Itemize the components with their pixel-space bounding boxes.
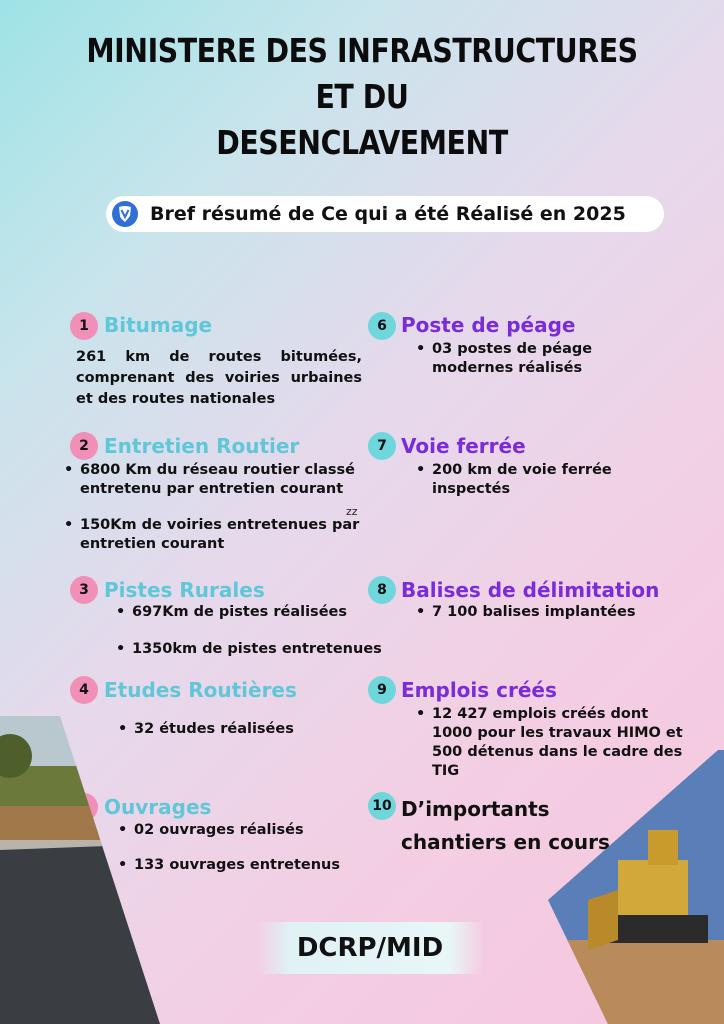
- page-title: [85, 28, 639, 166]
- bitumage-line: comprenant des voiries urbaines: [76, 370, 362, 386]
- footer-credit: [256, 922, 484, 974]
- bitumage-text: [76, 347, 362, 410]
- bitumage-line: 261 km de routes bitumées,: [76, 349, 362, 365]
- bullet-line: modernes réalisés: [432, 360, 583, 376]
- title-line-2: DESENCLAVEMENT: [216, 123, 508, 162]
- bitumage-line: et des routes nationales: [76, 391, 276, 407]
- bullet-line: inspectés: [432, 481, 511, 497]
- bullet-item: • 02 ouvrages réalisés: [118, 821, 304, 840]
- bullet-line: 1000 pour les travaux HIMO et: [432, 725, 683, 741]
- heading-poste-de-peage: Poste de péage: [401, 313, 576, 337]
- number-badge-7: 7: [368, 432, 396, 460]
- bullet-item: • 32 études réalisées: [118, 720, 294, 739]
- bullet-line: • 150Km de voiries entretenues par: [80, 517, 360, 533]
- heading-etudes-routieres: Etudes Routières: [104, 678, 297, 702]
- heading-emplois-crees: Emplois créés: [401, 678, 557, 702]
- bullet-item: [64, 516, 374, 554]
- heading-balises: Balises de délimitation: [401, 578, 660, 602]
- bullet-line: 500 détenus dans le cadre des: [432, 744, 683, 760]
- number-badge-2: 2: [70, 432, 98, 460]
- number-badge-4: 4: [70, 676, 98, 704]
- road-photo: [0, 716, 160, 1024]
- heading-line: D’importants: [401, 797, 550, 821]
- bullet-line: • 12 427 emplois créés dont: [432, 706, 649, 722]
- heading-entretien-routier: Entretien Routier: [104, 434, 300, 458]
- summary-banner: [106, 196, 664, 232]
- number-badge-8: 8: [368, 576, 396, 604]
- bullet-line: entretien courant: [80, 536, 225, 552]
- heading-bitumage: Bitumage: [104, 313, 213, 337]
- bullet-item: • 133 ouvrages entretenus: [118, 856, 340, 875]
- footer-label: DCRP/MID: [296, 933, 444, 963]
- bullet-line: TIG: [432, 763, 460, 779]
- number-badge-10: 10: [368, 792, 396, 820]
- checkmark-shield-icon: [112, 201, 138, 227]
- bullet-line: • 6800 Km du réseau routier classé: [80, 462, 355, 478]
- number-badge-9: 9: [368, 676, 396, 704]
- heading-voie-ferree: Voie ferrée: [401, 434, 526, 458]
- bullet-line: • 03 postes de péage: [432, 341, 593, 357]
- bullet-line: entretenu par entretien courant: [80, 481, 344, 497]
- stray-mark: zz: [346, 505, 358, 518]
- bullet-item: [416, 461, 612, 499]
- title-line-1: MINISTERE DES INFRASTRUCTURES ET DU: [86, 31, 638, 116]
- number-badge-1: 1: [70, 312, 98, 340]
- bullet-item: • 7 100 balises implantées: [416, 603, 635, 622]
- summary-label: Bref résumé de Ce qui a été Réalisé en 2025: [150, 203, 626, 225]
- heading-line: chantiers en cours: [401, 830, 610, 854]
- bullet-line: • 200 km de voie ferrée: [432, 462, 612, 478]
- bullet-item: • 1350km de pistes entretenues: [116, 640, 382, 659]
- bulldozer-photo: [548, 750, 724, 1024]
- number-badge-3: 3: [70, 576, 98, 604]
- number-badge-6: 6: [368, 312, 396, 340]
- heading-ouvrages: Ouvrages: [104, 795, 212, 819]
- bullet-item: [64, 461, 374, 499]
- bullet-item: • 697Km de pistes réalisées: [116, 603, 347, 622]
- bullet-item: [416, 340, 592, 378]
- heading-pistes-rurales: Pistes Rurales: [104, 578, 265, 602]
